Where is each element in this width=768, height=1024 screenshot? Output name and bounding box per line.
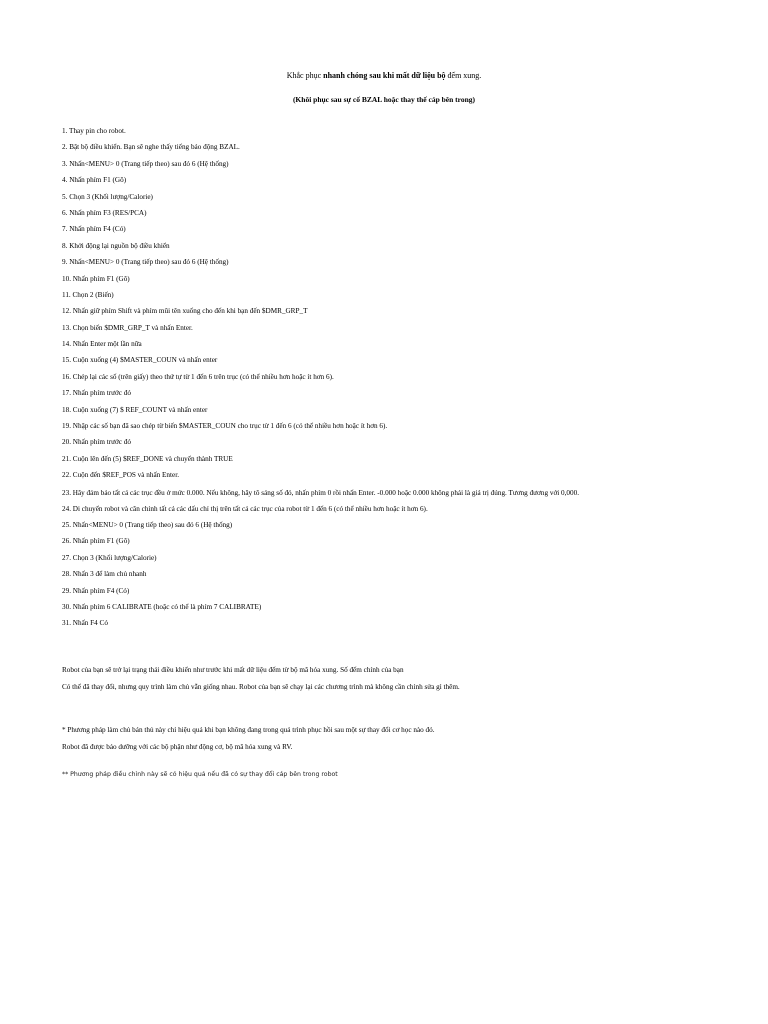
step-item: 20. Nhấn phím trước đó [62,438,131,447]
step-item: 2. Bật bộ điều khiển. Bạn sẽ nghe thấy tiếng báo động BZAL. [62,143,240,152]
document-title [0,71,768,81]
step-item: 31. Nhấn F4 Có [62,619,108,628]
step-item: 23. Hãy đảm bảo tất cả các trục đều ở mức 0.000. Nếu không, hãy tô sáng số đó, nhấn phím 0 rồi nhấn Enter. -0.000 hoặc 0.000 không phải là giá trị đúng. Tương đương với 0,000. [62,488,580,497]
step-item: 5. Chọn 3 (Khối lượng/Calorie) [62,192,153,201]
step-item: 27. Chọn 3 (Khối lượng/Calorie) [62,553,157,562]
step-item: 14. Nhấn Enter một lần nữa [62,340,142,349]
step-item: 1. Thay pin cho robot. [62,127,126,135]
document-subtitle: (Khôi phục sau sự cố BZAL hoặc thay thế cáp bên trong) [292,95,476,104]
step-item: 22. Cuộn đến $REF_POS và nhấn Enter. [62,471,179,480]
step-item: 7. Nhấn phím F4 (Có) [62,225,126,234]
step-item: 18. Cuộn xuống (7) $ REF_COUNT và nhấn enter [62,405,208,414]
step-item: 8. Khởi động lại nguồn bộ điều khiển [62,241,170,250]
step-item: 15. Cuộn xuống (4) $MASTER_COUN và nhấn enter [62,356,218,365]
step-item: 3. Nhấn<MENU> 0 (Trang tiếp theo) sau đó 6 (Hệ thống) [62,159,229,168]
step-item: 11. Chọn 2 (Biến) [62,290,114,299]
title-bold: nhanh chóng sau khi mất dữ liệu bộ [323,71,446,80]
step-item: 19. Nhập các số bạn đã sao chép từ biến $MASTER_COUN cho trục từ 1 đến 6 (có thể nhiều hơn hoặc ít hơn 6). [62,422,388,431]
step-item: 9. Nhấn<MENU> 0 (Trang tiếp theo) sau đó 6 (Hệ thống) [62,258,229,267]
result-paragraph [62,662,460,696]
step-item: 21. Cuộn lên đến (5) $REF_DONE và chuyển thành TRUE [62,454,233,463]
paragraph-line: Robot đã được bảo dưỡng với các bộ phận như động cơ, bộ mã hóa xung và RV. [62,743,293,751]
step-item: 6. Nhấn phím F3 (RES/PCA) [62,208,147,217]
step-item: 4. Nhấn phím F1 (Gõ) [62,176,127,185]
step-item: 10. Nhấn phím F1 (Gõ) [62,274,130,283]
cable-note: ** Phương pháp điều chỉnh này sẽ có hiệu quả nếu đã có sự thay đổi cáp bên trong robot [62,771,338,778]
steps-list [62,126,742,635]
paragraph-line: * Phương pháp làm chủ bán thủ này chỉ hiệu quả khi bạn không đang trong quá trình phục hồi sau một sự thay đổi cơ học nào đó. [62,726,435,734]
step-item: 12. Nhấn giữ phím Shift và phím mũi tên xuống cho đến khi bạn đến $DMR_GRP_T [62,307,308,316]
paragraph-line: Robot của bạn sẽ trở lại trạng thái điều khiển như trước khi mất dữ liệu đếm từ bộ mã hóa xung. Số đếm chính của bạn [62,666,404,674]
step-item: 26. Nhấn phím F1 (Gõ) [62,537,130,546]
step-item: 24. Di chuyển robot và căn chỉnh tất cả các dấu chỉ thị trên tất cả các trục của robot từ 1 đến 6 (có thể nhiều hơn hoặc ít hơn 6). [62,504,428,513]
paragraph-line: Có thể đã thay đổi, nhưng quy trình làm chủ vẫn giống nhau. Robot của bạn sẽ chạy lại các chương trình mà không cần chỉnh sửa gì thêm. [62,683,460,691]
step-item: 13. Chọn biến $DMR_GRP_T và nhấn Enter. [62,323,193,332]
title-prefix: Khắc phục [286,71,324,80]
title-suffix: đếm xung. [445,71,482,80]
note-paragraph [62,722,435,756]
step-item: 28. Nhấn 3 để làm chủ nhanh [62,570,147,579]
step-item: 25. Nhấn<MENU> 0 (Trang tiếp theo) sau đó 6 (Hệ thống) [62,520,233,529]
step-item: 30. Nhấn phím 6 CALIBRATE (hoặc có thể là phím 7 CALIBRATE) [62,602,262,611]
step-item: 16. Chép lại các số (trên giấy) theo thứ tự từ 1 đến 6 trên trục (có thể nhiều hơn hoặc ít hơn 6). [62,372,334,381]
step-item: 29. Nhấn phím F4 (Có) [62,586,130,595]
step-item: 17. Nhấn phím trước đó [62,389,131,398]
